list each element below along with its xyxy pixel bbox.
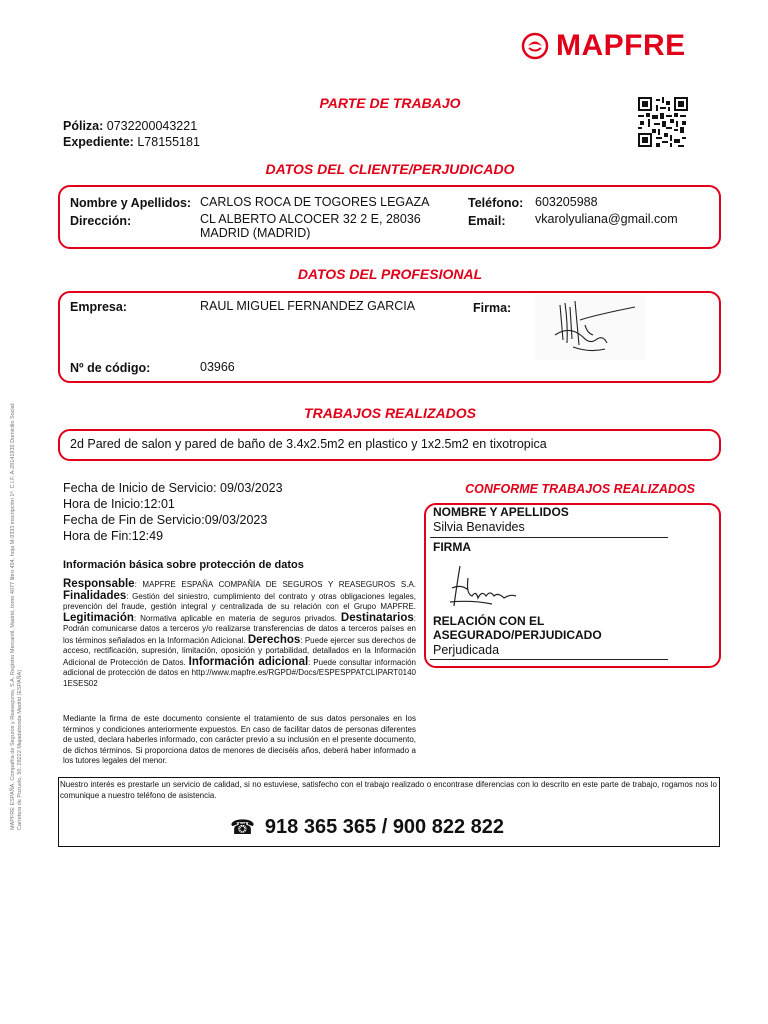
responsable-heading: Responsable [63,578,135,590]
responsable-text: : MAPFRE ESPAÑA COMPAÑÍA DE SEGUROS Y REASEGUROS S.A. [134,580,416,589]
empresa-value: RAUL MIGUEL FERNANDEZ GARCIA [200,299,416,313]
brand-name: MAPFRE [556,29,686,62]
direccion-line1: CL ALBERTO ALCOCER 32 2 E, 28036 [200,212,421,226]
telefonos-row [230,815,504,839]
conforme-nombre: Silvia Benavides [433,520,525,534]
fin-hora: Hora de Fin:12:49 [63,529,164,543]
fin-fecha: Fecha de Fin de Servicio:09/03/2023 [63,513,268,527]
destinatarios-heading: Destinatarios [340,611,414,624]
relacion-label-2: ASEGURADO/PERJUDICADO [433,628,602,642]
destinatarios-text: : Podrán comunicarse datos a terceros y/o realizarse transferencias de datos a terceros países en los términos señalados en la Información Adicional. [63,613,416,645]
proteccion-title: Información básica sobre protección de datos [63,559,304,571]
conforme-rule-2 [430,659,668,660]
codigo-value: 03966 [200,360,235,374]
trabajos-section-title: TRABAJOS REALIZADOS [304,405,476,421]
asegurado-signature [432,560,532,612]
proteccion-body [63,579,416,689]
legitimacion-heading: Legitimación [63,611,134,624]
inicio-hora: Hora de Inicio:12:01 [63,497,175,511]
poliza-label: Póliza: [63,119,104,133]
expediente-row [63,135,200,149]
inicio-fecha: Fecha de Inicio de Servicio: 09/03/2023 [63,481,283,495]
empresa-label: Empresa: [70,300,127,314]
telefono-label: Teléfono: [468,196,524,210]
direccion-label: Dirección: [70,214,132,228]
conforme-nombre-label: NOMBRE Y APELLIDOS [433,505,569,519]
mapfre-emblem-icon [520,31,550,61]
consentimiento-text: Mediante la firma de este documento consiente el tratamiento de sus datos personales en los términos y condiciones anteriormente expuestos. En caso de facilitar datos de personas diferentes de usted, declara haberles informado, con carácter previo a su inclusión en el presente documento, de dichos términos. Si proporciona datos de menores de dieciséis años, deberá haber informado a los tutores legales del menor. [63,714,416,765]
email-label: Email: [468,214,506,228]
adicional-heading: Información adicional [188,655,309,668]
relacion-label-1: RELACIÓN CON EL [433,614,545,628]
profesional-section-title: DATOS DEL PROFESIONAL [297,266,483,282]
mapfre-logo [520,30,686,62]
derechos-heading: Derechos [247,633,301,646]
finalidades-text: : Gestión del siniestro, cumplimiento del contrato y otras obligaciones legales, prevención del fraude, gestión integral y centralizada de su relación con el Grupo MAPFRE. [63,591,416,611]
email-value: vkarolyuliana@gmail.com [535,212,678,226]
sidebar-legal: MAPFRE ESPAÑA, Compañía de Seguros y Reaseguros, S.A. Registro Mercantil, Madrid, tomo 4077 libro 454, hoja M-9333 inscripción 1ª. C.I.F. A-28141935 Domicilio Social: Carretera de Pozuelo, 50. 28222 Majadahonda Madrid (ESPAÑA) [10,402,23,830]
codigo-label: Nº de código: [70,361,151,375]
legitimacion-text: : Normativa aplicable en materia de seguros privados. [133,613,341,623]
firma-label: Firma: [473,301,512,315]
poliza-value: 0732200043221 [106,119,198,133]
adicional-text: : Puede consultar información adicional de protección de datos en http://www.mapfre.es/RGPD#/Docs/ESPESPPATCLIPART01401ESES02 [63,657,417,688]
calidad-texto: Nuestro interés es prestarle un servicio de calidad, si no estuviese, satisfecho con el trabajo realizado o encontrase diferencias con lo descrito en este parte de trabajo, rogamos nos lo comunique a nuestro teléfono de asistencia. [60,780,717,800]
telefono-value: 603205988 [535,195,598,209]
telephone-icon: ☎ [230,815,255,839]
finalidades-heading: Finalidades [63,589,127,602]
nombre-value: CARLOS ROCA DE TOGORES LEGAZA [200,195,430,209]
poliza-row [63,119,197,133]
expediente-value: L78155181 [137,135,200,149]
nombre-label: Nombre y Apellidos: [70,196,192,210]
conforme-firma-label: FIRMA [433,540,471,554]
trabajos-descripcion: 2d Pared de salon y pared de baño de 3.4x2.5m2 en plastico y 1x2.5m2 en tixotropica [70,437,547,451]
conforme-rule-1 [430,537,668,538]
expediente-label: Expediente: [63,135,134,149]
direccion-line2: MADRID (MADRID) [200,226,311,240]
profesional-signature [535,295,645,360]
cliente-section-title: DATOS DEL CLIENTE/PERJUDICADO [265,161,515,177]
document-title: PARTE DE TRABAJO [319,95,461,111]
conforme-section-title: CONFORME TRABAJOS REALIZADOS [465,482,695,496]
qr-code [638,97,688,147]
derechos-text: : Puede ejercer sus derechos de acceso, rectificación, supresión, limitación, oposición y portabilidad, detallados en la Información Adicional de Protección de Datos. [63,635,416,667]
telefonos-value: 918 365 365 / 900 822 822 [264,815,505,838]
relacion-value: Perjudicada [433,643,500,657]
